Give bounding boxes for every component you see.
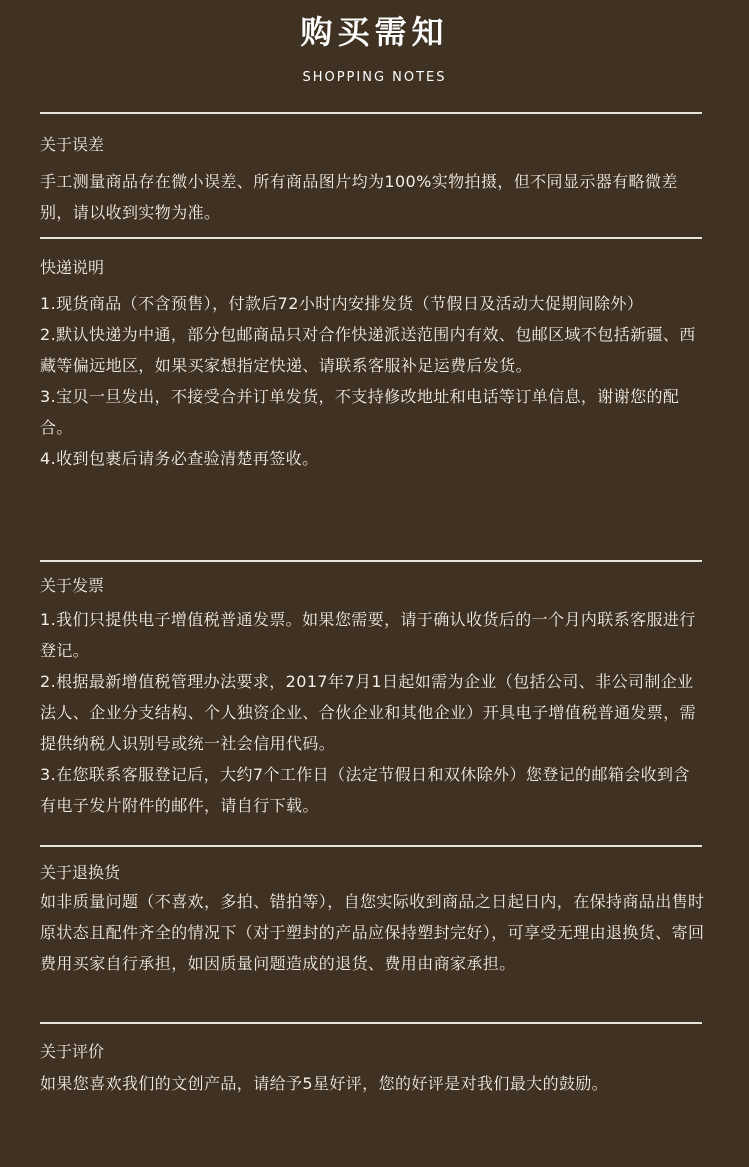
section-paragraph: 3.在您联系客服登记后，大约7个工作日（法定节假日和双休除外）您登记的邮箱会收到含有电子发片附件的邮件，请自行下载。 (40, 765, 690, 815)
section-paragraph: 手工测量商品存在微小误差、所有商品图片均为100%实物拍摄，但不同显示器有略微差别，请以收到实物为准。 (40, 172, 678, 222)
section-paragraph: 4.收到包裹后请务必查验清楚再签收。 (40, 449, 319, 468)
section-invoice (40, 575, 705, 821)
section-paragraph: 3.宝贝一旦发出，不接受合并订单发货，不支持修改地址和电话等订单信息，谢谢您的配合。 (40, 387, 680, 437)
section-error-margin (40, 134, 705, 228)
page-header (0, 0, 749, 87)
section-returns (40, 862, 705, 979)
section-shipping (40, 257, 705, 474)
page-subtitle: SHOPPING NOTES (302, 70, 447, 85)
section-title: 关于误差 (40, 135, 105, 154)
section-paragraph: 如非质量问题（不喜欢，多拍、错拍等），自您实际收到商品之日起日内，在保持商品出售时原状态且配件齐全的情况下（对于塑封的产品应保持塑封完好），可享受无理由退换货、寄回费用买家自行承担，如因质量问题造成的退货、费用由商家承担。 (40, 892, 705, 973)
section-reviews (40, 1041, 705, 1099)
section-divider (40, 112, 702, 114)
section-paragraph: 1.现货商品（不含预售），付款后72小时内安排发货（节假日及活动大促期间除外） (40, 294, 644, 313)
section-title: 关于退换货 (40, 863, 121, 882)
section-divider (40, 1022, 702, 1024)
section-divider (40, 237, 702, 239)
section-paragraph: 2.根据最新增值税管理办法要求，2017年7月1日起如需为企业（包括公司、非公司制企业法人、企业分支结构、个人独资企业、合伙企业和其他企业）开具电子增值税普通发票，需提供纳税人识别号或统一社会信用代码。 (40, 672, 697, 753)
section-paragraph: 1.我们只提供电子增值税普通发票。如果您需要，请于确认收货后的一个月内联系客服进行登记。 (40, 610, 696, 660)
section-paragraph: 2.默认快递为中通，部分包邮商品只对合作快递派送范围内有效、包邮区域不包括新疆、西藏等偏远地区，如果买家想指定快递、请联系客服补足运费后发货。 (40, 325, 696, 375)
section-paragraph: 如果您喜欢我们的文创产品，请给予5星好评，您的好评是对我们最大的鼓励。 (40, 1074, 609, 1093)
section-title: 关于评价 (40, 1042, 105, 1061)
page-title: 购买需知 (300, 13, 449, 51)
section-divider (40, 845, 702, 847)
section-title: 关于发票 (40, 576, 105, 595)
section-divider (40, 560, 702, 562)
section-title: 快递说明 (40, 258, 105, 277)
